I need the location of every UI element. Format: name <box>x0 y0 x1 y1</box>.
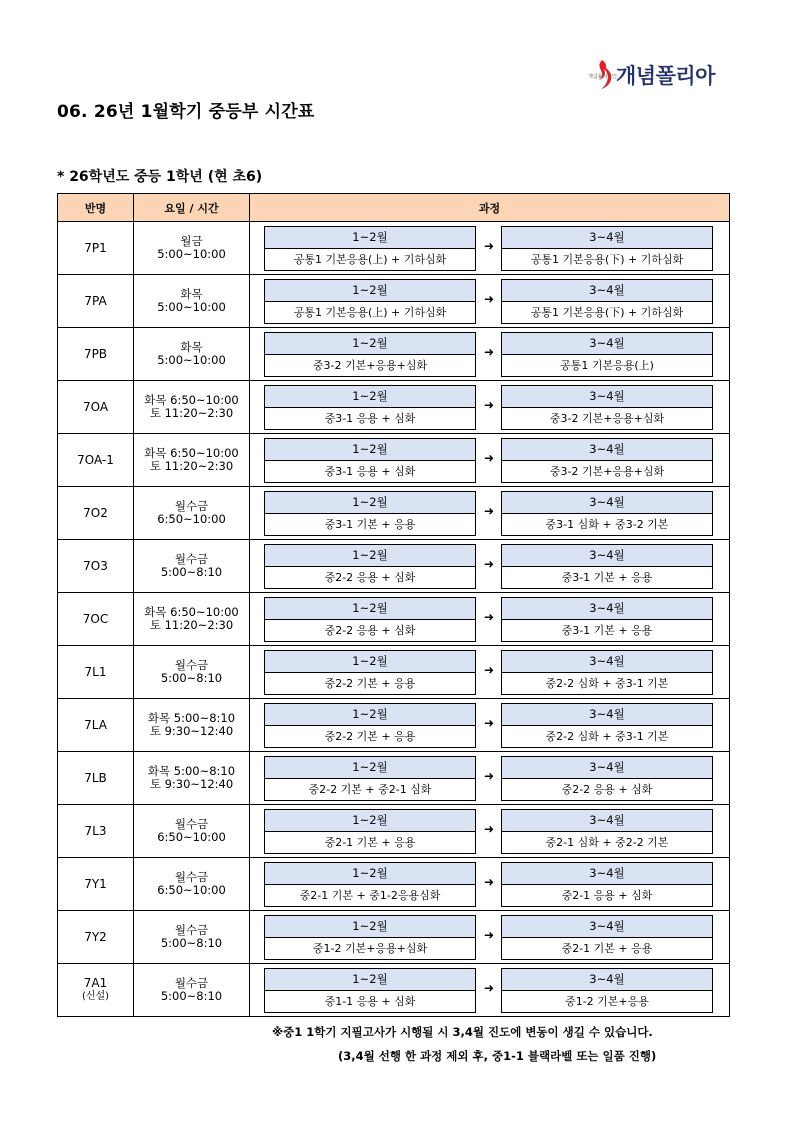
course-content: 중2-1 심화 + 중2-2 기본 <box>545 836 669 849</box>
class-name-cell <box>58 911 134 964</box>
course-cell <box>250 964 730 1017</box>
period-label: 3~4월 <box>502 227 712 249</box>
class-name-cell <box>58 699 134 752</box>
course-box-jan-feb <box>264 385 476 430</box>
schedule-line-1: 화목 6:50~10:00 <box>144 446 239 460</box>
schedule-cell <box>134 275 250 328</box>
course-content: 공통1 기본응용(上) <box>560 359 654 372</box>
course-box-jan-feb <box>264 332 476 377</box>
schedule-cell <box>134 858 250 911</box>
table-row <box>58 381 730 434</box>
schedule-line-1: 화목 6:50~10:00 <box>144 393 239 407</box>
period-label: 1~2월 <box>265 333 475 355</box>
schedule-line-1: 월수금 <box>174 552 209 566</box>
period-label: 3~4월 <box>502 863 712 885</box>
timetable <box>57 193 730 1017</box>
course-box-mar-apr <box>501 968 713 1013</box>
course-cell <box>250 328 730 381</box>
period-label: 3~4월 <box>502 545 712 567</box>
period-label: 3~4월 <box>502 757 712 779</box>
course-content: 공통1 기본응용(下) + 기하심화 <box>530 253 684 266</box>
schedule-line-1: 월수금 <box>174 976 209 990</box>
period-label: 3~4월 <box>502 704 712 726</box>
course-cell <box>250 805 730 858</box>
class-name-cell <box>58 752 134 805</box>
schedule-cell <box>134 593 250 646</box>
schedule-cell <box>134 911 250 964</box>
table-row <box>58 540 730 593</box>
class-name: 7LA <box>84 718 107 732</box>
schedule-line-2: 토 9:30~12:40 <box>149 777 234 791</box>
class-name-cell <box>58 858 134 911</box>
table-body <box>58 222 730 1017</box>
course-content: 중2-1 기본 + 응용 <box>561 942 653 955</box>
table-row <box>58 911 730 964</box>
course-content: 중2-1 기본 + 응용 <box>324 836 416 849</box>
arrow-right-icon: ➜ <box>484 769 495 783</box>
period-label: 1~2월 <box>265 439 475 461</box>
arrow-right-icon: ➜ <box>484 875 495 889</box>
course-cell <box>250 858 730 911</box>
class-name-cell <box>58 328 134 381</box>
arrow-right-icon: ➜ <box>484 451 495 465</box>
class-name: 7P1 <box>84 241 107 255</box>
class-name-cell <box>58 275 134 328</box>
schedule-line-1: 화목 5:00~8:10 <box>147 764 236 778</box>
course-cell <box>250 752 730 805</box>
schedule-line-1: 화목 <box>180 287 203 301</box>
schedule-line-1: 월수금 <box>174 658 209 672</box>
schedule-line-1: 월수금 <box>174 817 209 831</box>
course-content: 공통1 기본응용(上) + 기하심화 <box>293 306 447 319</box>
period-label: 3~4월 <box>502 916 712 938</box>
class-name-cell <box>58 593 134 646</box>
period-label: 3~4월 <box>502 810 712 832</box>
course-content: 중3-1 응용 + 심화 <box>324 412 416 425</box>
class-name: 7L1 <box>84 665 107 679</box>
table-row <box>58 964 730 1017</box>
schedule-line-2: 토 11:20~2:30 <box>149 459 234 473</box>
class-name: 7A1 <box>83 976 108 990</box>
course-cell <box>250 699 730 752</box>
course-cell <box>250 911 730 964</box>
course-content: 공통1 기본응용(下) + 기하심화 <box>530 306 684 319</box>
class-name: 7PB <box>83 347 108 361</box>
arrow-right-icon: ➜ <box>484 557 495 571</box>
period-label: 1~2월 <box>265 916 475 938</box>
course-content: 중2-2 기본 + 응용 <box>324 730 416 743</box>
schedule-cell <box>134 434 250 487</box>
course-content: 중3-1 심화 + 중3-2 기본 <box>545 518 669 531</box>
arrow-right-icon: ➜ <box>484 292 495 306</box>
course-box-jan-feb <box>264 968 476 1013</box>
brand-logo <box>588 56 748 94</box>
class-name-cell <box>58 434 134 487</box>
course-box-mar-apr <box>501 915 713 960</box>
header-class: 반명 <box>58 194 134 222</box>
schedule-line-2: 토 11:20~2:30 <box>149 618 234 632</box>
course-cell <box>250 487 730 540</box>
schedule-line-1: 화목 <box>180 340 203 354</box>
table-row <box>58 222 730 275</box>
course-box-mar-apr <box>501 544 713 589</box>
course-content: 중2-2 응용 + 심화 <box>324 624 416 637</box>
schedule-line-2: 5:00~10:00 <box>157 300 226 314</box>
logo-text: 개념폴리아 <box>616 64 715 88</box>
course-content: 공통1 기본응용(上) + 기하심화 <box>293 253 447 266</box>
course-box-mar-apr <box>501 226 713 271</box>
schedule-line-2: 5:00~10:00 <box>157 247 226 261</box>
schedule-line-1: 화목 5:00~8:10 <box>147 711 236 725</box>
class-name-cell <box>58 381 134 434</box>
table-row <box>58 275 730 328</box>
class-name-cell <box>58 487 134 540</box>
class-name: 7L3 <box>84 824 107 838</box>
course-content: 중2-2 응용 + 심화 <box>324 571 416 584</box>
schedule-cell <box>134 699 250 752</box>
course-box-mar-apr <box>501 597 713 642</box>
schedule-cell <box>134 540 250 593</box>
schedule-line-2: 5:00~8:10 <box>160 989 223 1003</box>
schedule-cell <box>134 328 250 381</box>
period-label: 1~2월 <box>265 969 475 991</box>
course-cell <box>250 593 730 646</box>
schedule-line-2: 6:50~10:00 <box>157 830 226 844</box>
arrow-right-icon: ➜ <box>484 663 495 677</box>
course-content: 중3-1 기본 + 응용 <box>561 624 653 637</box>
table-row <box>58 593 730 646</box>
schedule-line-2: 토 9:30~12:40 <box>149 724 234 738</box>
schedule-cell <box>134 805 250 858</box>
schedule-line-2: 5:00~8:10 <box>160 671 223 685</box>
class-note: (신설) <box>81 991 110 1002</box>
course-box-jan-feb <box>264 809 476 854</box>
table-row <box>58 752 730 805</box>
class-name: 7Y1 <box>84 877 107 891</box>
schedule-line-2: 토 11:20~2:30 <box>149 406 234 420</box>
period-label: 1~2월 <box>265 386 475 408</box>
logo-subtext: 개념폴리아인 <box>588 74 617 80</box>
course-box-jan-feb <box>264 756 476 801</box>
period-label: 1~2월 <box>265 598 475 620</box>
period-label: 3~4월 <box>502 439 712 461</box>
period-label: 1~2월 <box>265 280 475 302</box>
schedule-line-1: 월수금 <box>174 923 209 937</box>
course-box-jan-feb <box>264 544 476 589</box>
course-cell <box>250 381 730 434</box>
table-row <box>58 434 730 487</box>
schedule-line-2: 5:00~8:10 <box>160 565 223 579</box>
class-name: 7OA-1 <box>77 453 114 467</box>
table-row <box>58 646 730 699</box>
course-box-jan-feb <box>264 597 476 642</box>
class-name-cell <box>58 964 134 1017</box>
schedule-line-1: 월수금 <box>174 870 209 884</box>
arrow-right-icon: ➜ <box>484 610 495 624</box>
arrow-right-icon: ➜ <box>484 981 495 995</box>
course-content: 중3-1 응용 + 심화 <box>324 465 416 478</box>
course-box-jan-feb <box>264 703 476 748</box>
course-content: 중3-2 기본+응용+심화 <box>312 359 428 372</box>
course-box-jan-feb <box>264 650 476 695</box>
schedule-cell <box>134 487 250 540</box>
course-box-jan-feb <box>264 438 476 483</box>
table-header-row <box>58 194 730 222</box>
table-row <box>58 858 730 911</box>
course-box-mar-apr <box>501 279 713 324</box>
period-label: 3~4월 <box>502 280 712 302</box>
class-name: 7OA <box>82 400 109 414</box>
period-label: 1~2월 <box>265 863 475 885</box>
course-box-mar-apr <box>501 703 713 748</box>
course-content: 중3-1 기본 + 응용 <box>561 571 653 584</box>
course-cell <box>250 434 730 487</box>
course-box-mar-apr <box>501 385 713 430</box>
schedule-line-1: 화목 6:50~10:00 <box>144 605 239 619</box>
class-name-cell <box>58 222 134 275</box>
course-cell <box>250 540 730 593</box>
footnote-detail: (3,4월 선행 한 과정 제외 후, 중1-1 블랙라벨 또는 일품 진행) <box>338 1049 657 1063</box>
course-content: 중1-2 기본+응용 <box>565 995 649 1008</box>
schedule-line-2: 5:00~10:00 <box>157 353 226 367</box>
period-label: 1~2월 <box>265 651 475 673</box>
period-label: 1~2월 <box>265 810 475 832</box>
course-content: 중3-2 기본+응용+심화 <box>549 412 665 425</box>
table-row <box>58 805 730 858</box>
course-content: 중2-2 심화 + 중3-1 기본 <box>545 677 669 690</box>
class-name-cell <box>58 540 134 593</box>
course-box-mar-apr <box>501 332 713 377</box>
schedule-line-2: 5:00~8:10 <box>160 936 223 950</box>
period-label: 3~4월 <box>502 333 712 355</box>
section-title: * 26학년도 중등 1학년 (현 초6) <box>57 169 263 185</box>
arrow-right-icon: ➜ <box>484 345 495 359</box>
schedule-cell <box>134 222 250 275</box>
schedule-cell <box>134 646 250 699</box>
class-name: 7O3 <box>83 559 108 573</box>
period-label: 3~4월 <box>502 651 712 673</box>
course-content: 중2-1 기본 + 중1-2응용심화 <box>299 889 441 902</box>
class-name: 7O2 <box>83 506 108 520</box>
course-box-mar-apr <box>501 650 713 695</box>
period-label: 1~2월 <box>265 704 475 726</box>
period-label: 1~2월 <box>265 227 475 249</box>
header-time: 요일 / 시간 <box>134 194 250 222</box>
page-title: 06. 26년 1월학기 중등부 시간표 <box>57 102 315 122</box>
table-row <box>58 328 730 381</box>
period-label: 3~4월 <box>502 492 712 514</box>
course-content: 중1-2 기본+응용+심화 <box>312 942 428 955</box>
course-box-jan-feb <box>264 226 476 271</box>
arrow-right-icon: ➜ <box>484 716 495 730</box>
period-label: 1~2월 <box>265 492 475 514</box>
schedule-cell <box>134 381 250 434</box>
schedule-line-2: 6:50~10:00 <box>157 512 226 526</box>
course-box-jan-feb <box>264 862 476 907</box>
table-row <box>58 487 730 540</box>
course-box-mar-apr <box>501 491 713 536</box>
course-box-mar-apr <box>501 809 713 854</box>
class-name-cell <box>58 805 134 858</box>
period-label: 1~2월 <box>265 757 475 779</box>
course-cell <box>250 646 730 699</box>
period-label: 3~4월 <box>502 598 712 620</box>
course-content: 중2-2 기본 + 응용 <box>324 677 416 690</box>
class-name: 7OC <box>82 612 109 626</box>
course-content: 중2-2 심화 + 중3-1 기본 <box>545 730 669 743</box>
course-content: 중3-2 기본+응용+심화 <box>549 465 665 478</box>
schedule-line-1: 월수금 <box>174 499 209 513</box>
schedule-cell <box>134 964 250 1017</box>
course-cell <box>250 222 730 275</box>
schedule-line-2: 6:50~10:00 <box>157 883 226 897</box>
course-content: 중2-1 응용 + 심화 <box>561 889 653 902</box>
arrow-right-icon: ➜ <box>484 239 495 253</box>
course-cell <box>250 275 730 328</box>
course-content: 중2-2 기본 + 중2-1 심화 <box>308 783 432 796</box>
table-row <box>58 699 730 752</box>
course-content: 중3-1 기본 + 응용 <box>324 518 416 531</box>
footnote-change-notice: ※중1 1학기 지필고사가 시행될 시 3,4월 진도에 변동이 생길 수 있습니다. <box>272 1025 653 1039</box>
class-name: 7Y2 <box>84 930 107 944</box>
course-box-mar-apr <box>501 756 713 801</box>
course-content: 중1-1 응용 + 심화 <box>324 995 416 1008</box>
class-name: 7PA <box>84 294 107 308</box>
schedule-line-1: 월금 <box>180 234 203 248</box>
arrow-right-icon: ➜ <box>484 504 495 518</box>
course-box-jan-feb <box>264 915 476 960</box>
header-course: 과정 <box>250 194 730 222</box>
course-box-mar-apr <box>501 862 713 907</box>
schedule-cell <box>134 752 250 805</box>
period-label: 1~2월 <box>265 545 475 567</box>
period-label: 3~4월 <box>502 386 712 408</box>
arrow-right-icon: ➜ <box>484 398 495 412</box>
arrow-right-icon: ➜ <box>484 822 495 836</box>
course-content: 중2-2 응용 + 심화 <box>561 783 653 796</box>
class-name: 7LB <box>84 771 107 785</box>
arrow-right-icon: ➜ <box>484 928 495 942</box>
course-box-mar-apr <box>501 438 713 483</box>
class-name-cell <box>58 646 134 699</box>
course-box-jan-feb <box>264 279 476 324</box>
period-label: 3~4월 <box>502 969 712 991</box>
course-box-jan-feb <box>264 491 476 536</box>
